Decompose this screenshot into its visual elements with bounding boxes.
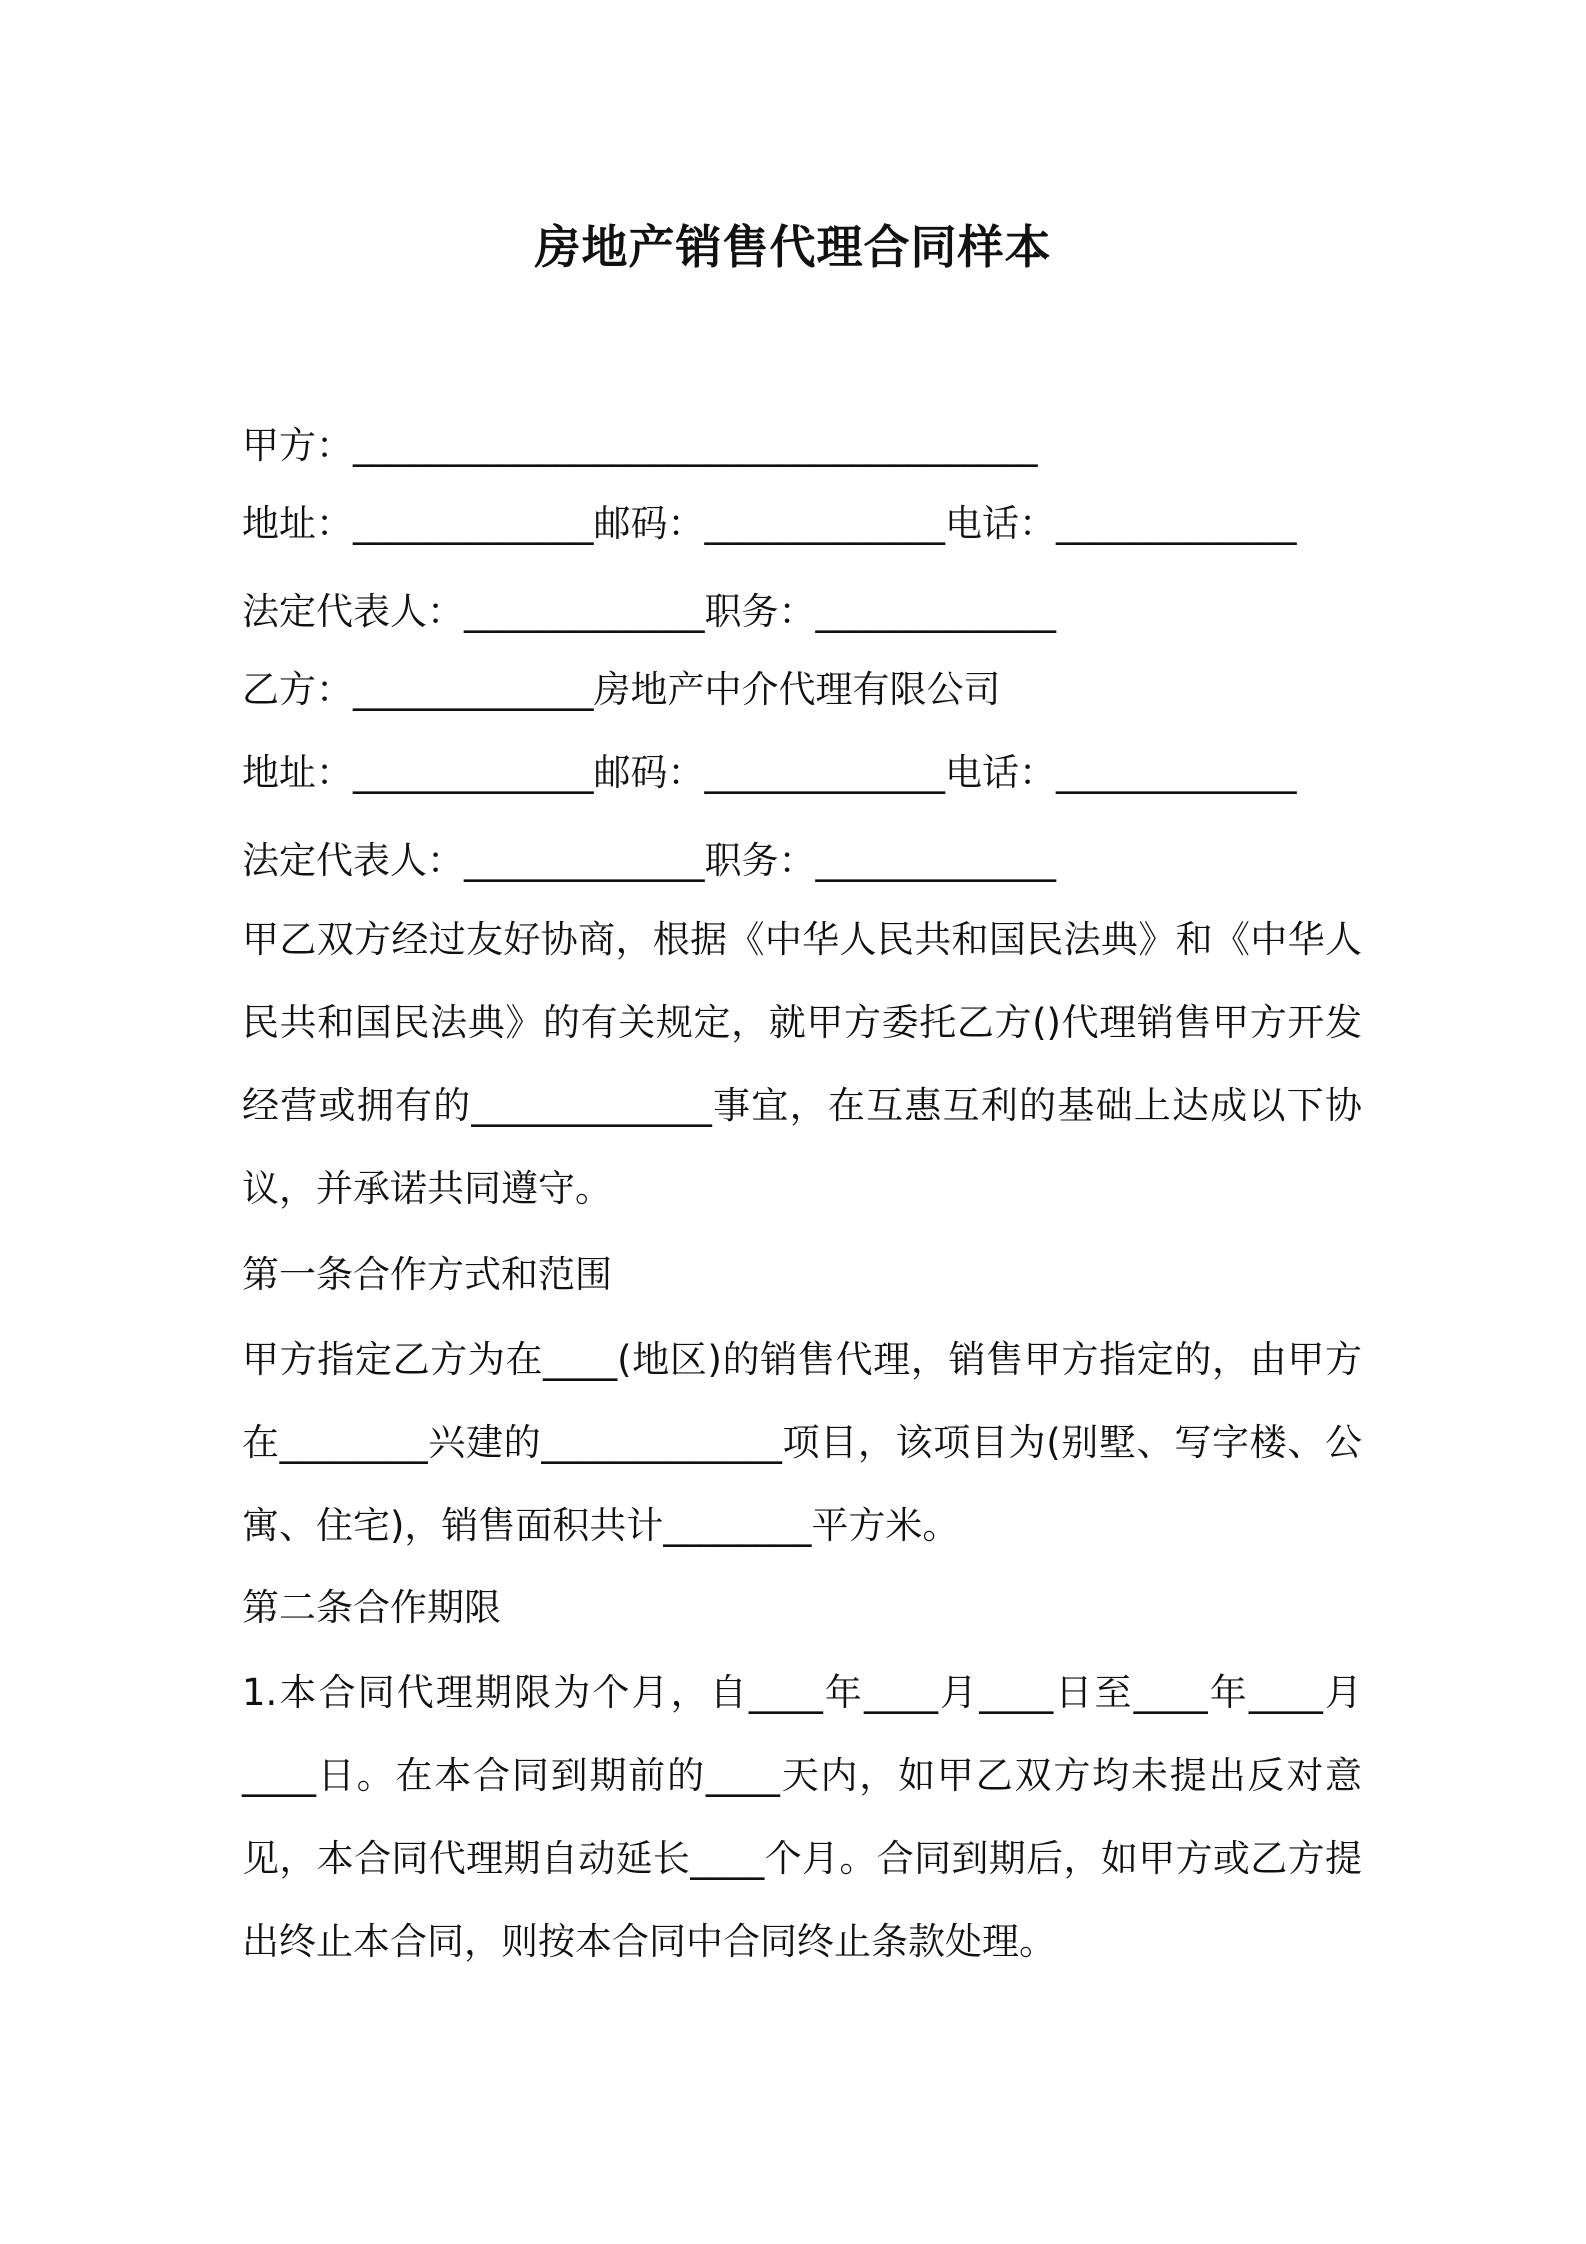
article-2-heading: 第二条合作期限 [242,1586,501,1629]
party-a-line: 甲方：_____________________________________ [242,424,1038,467]
party-a-representative-line: 法定代表人：_____________职务：_____________ [242,590,1056,633]
article-1-heading: 第一条合作方式和范围 [242,1253,612,1296]
article-2-paragraph: 1.本合同代理期限为个月，自____年____月____日至____年____月____日。在本合同到期前的____天内，如甲乙双方均未提出反对意见，本合同代理期自动延长____个月。合同到期后，如甲方或乙方提出终止本合同，则按本合同中合同终止条款处理。 [242,1671,1362,1963]
party-b-line: 乙方：_____________房地产中介代理有限公司 [242,668,1001,711]
document-title: 房地产销售代理合同样本 [534,220,1052,274]
party-b-address-line: 地址：_____________邮码：_____________电话：_____________ [242,751,1297,794]
preamble-paragraph: 甲乙双方经过友好协商，根据《中华人民共和国民法典》和《中华人民共和国民法典》的有关规定，就甲方委托乙方()代理销售甲方开发经营或拥有的_____________事宜，在互惠互利的基础上达成以下协议，并承诺共同遵守。 [242,918,1362,1210]
party-a-address-line: 地址：_____________邮码：_____________电话：_____________ [242,502,1297,545]
party-b-representative-line: 法定代表人：_____________职务：_____________ [242,839,1056,882]
article-1-paragraph: 甲方指定乙方为在____(地区)的销售代理，销售甲方指定的，由甲方在________兴建的_____________项目，该项目为(别墅、写字楼、公寓、住宅)，销售面积共计________平方米。 [242,1338,1362,1547]
